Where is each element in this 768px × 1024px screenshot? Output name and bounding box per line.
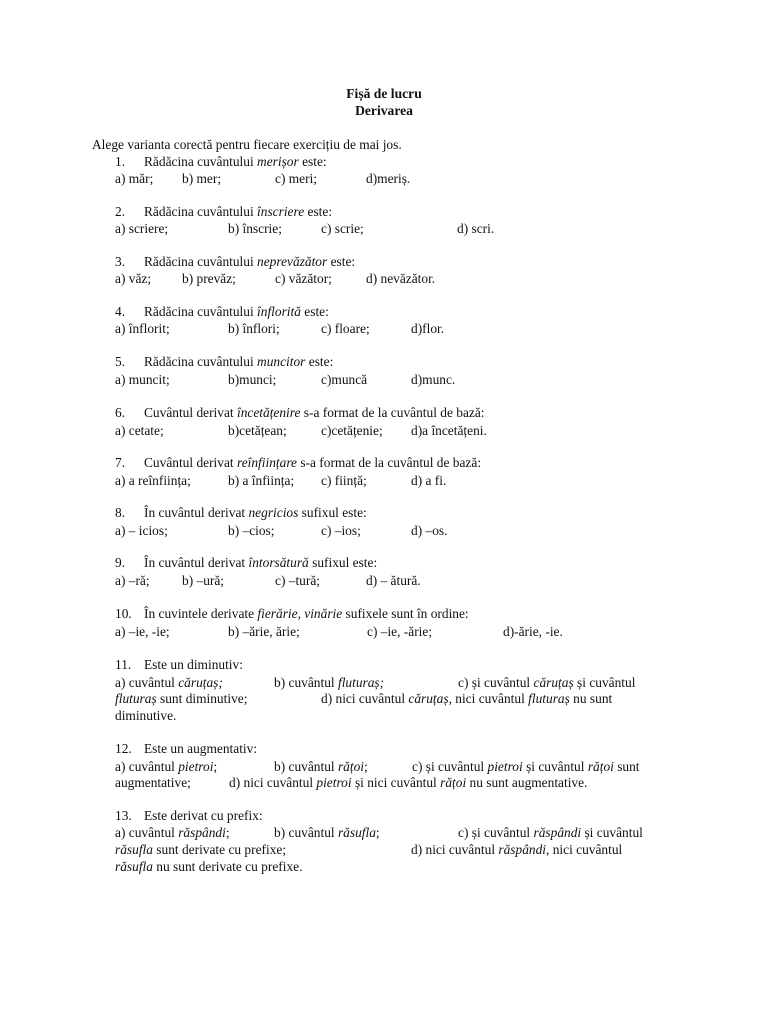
italic-word: merișor	[257, 154, 299, 169]
text-run: b) înscrie;	[228, 221, 282, 236]
answer-option	[115, 171, 153, 188]
question-text	[115, 606, 469, 623]
italic-word: fierărie, vinărie	[257, 606, 343, 621]
text-run: Rădăcina cuvântului	[144, 204, 258, 219]
text-run: În cuvântul derivat	[144, 505, 249, 520]
answer-option	[321, 691, 612, 708]
text-run: a) cetate;	[115, 423, 164, 438]
italic-word: reînființare	[236, 455, 297, 470]
text-run: ;	[364, 759, 368, 774]
text-run: b) –ură;	[182, 573, 225, 588]
text-run: c) și cuvântul	[412, 759, 488, 774]
text-run: și cuvântul	[522, 759, 588, 774]
text-run: d)munc.	[411, 372, 456, 387]
question-text	[115, 555, 377, 572]
answer-option	[274, 825, 380, 842]
text-run: d)meriș.	[366, 171, 411, 186]
question-text	[115, 657, 243, 674]
text-run: diminutive.	[115, 708, 177, 723]
text-run: este:	[298, 154, 327, 169]
text-run: este:	[327, 254, 356, 269]
text-run: În cuvântul derivat	[144, 555, 249, 570]
question-number: 9.	[115, 555, 126, 570]
text-run: b) a înființa;	[228, 473, 295, 488]
text-run: c) și cuvântul	[458, 675, 534, 690]
text-run: c)muncă	[321, 372, 368, 387]
text-run: c)cetățenie;	[321, 423, 383, 438]
answer-option	[115, 842, 286, 859]
question-number: 7.	[115, 455, 126, 470]
text-run: d) nici cuvântul	[321, 691, 409, 706]
italic-word: fluturaș	[115, 691, 157, 706]
question-text	[115, 304, 329, 321]
answer-option	[115, 691, 247, 708]
text-run: a) cuvântul	[115, 759, 179, 774]
answer-option	[457, 221, 494, 238]
italic-word: căruțaș	[533, 675, 574, 690]
answer-option	[321, 423, 383, 440]
answer-option	[274, 759, 368, 776]
answer-option	[411, 321, 444, 338]
text-run: d) a fi.	[411, 473, 447, 488]
question-text	[115, 741, 257, 758]
question-text	[115, 254, 355, 271]
text-run: a) înflorit;	[115, 321, 170, 336]
italic-word: neprevăzător	[257, 254, 328, 269]
italic-word: rățoi	[440, 775, 467, 790]
text-run: b)cetățean;	[228, 423, 287, 438]
answer-option	[411, 842, 622, 859]
italic-word: răsufla	[115, 859, 153, 874]
text-run: b) –cios;	[228, 523, 275, 538]
text-run: d) – ătură.	[366, 573, 421, 588]
text-run: și cuvântul	[581, 825, 643, 840]
question-text	[115, 154, 327, 171]
text-run: Rădăcina cuvântului	[144, 254, 258, 269]
answer-option	[228, 372, 276, 389]
text-run: a) muncit;	[115, 372, 170, 387]
text-run: a) cuvântul	[115, 675, 179, 690]
italic-word: negricios	[248, 505, 299, 520]
text-run: sufixul este:	[298, 505, 367, 520]
question-number: 13.	[115, 808, 132, 823]
text-run: s-a format de la cuvântul de bază:	[300, 405, 485, 420]
text-run: Este derivat cu prefix:	[144, 808, 263, 823]
answer-option	[228, 473, 294, 490]
answer-option	[115, 759, 217, 776]
text-run: ;	[225, 825, 230, 840]
italic-word: pietroi	[178, 759, 214, 774]
text-run: sufixul este:	[308, 555, 378, 570]
text-run: d)-ărie, -ie.	[503, 624, 563, 639]
text-run: Cuvântul derivat	[144, 405, 237, 420]
question-number: 10.	[115, 606, 132, 621]
italic-word: fluturaș	[528, 691, 570, 706]
italic-word: răspândi	[178, 825, 226, 840]
answer-option	[321, 523, 361, 540]
answer-option	[275, 271, 332, 288]
question-number: 4.	[115, 304, 126, 319]
answer-option	[182, 271, 236, 288]
answer-option	[115, 523, 168, 540]
answer-option	[115, 825, 230, 842]
text-run: b) cuvântul	[274, 675, 338, 690]
question-text	[115, 405, 485, 422]
text-run: d) scri.	[457, 221, 495, 236]
text-run: nu sunt derivate cu prefixe.	[152, 859, 303, 874]
italic-word: răsufla	[337, 825, 376, 840]
question-text	[115, 808, 263, 825]
text-run: c) scrie;	[321, 221, 364, 236]
answer-option	[115, 675, 223, 692]
text-run: Rădăcina cuvântului	[144, 304, 258, 319]
text-run: ;	[375, 825, 380, 840]
text-run: c) floare;	[321, 321, 370, 336]
text-run: ;	[213, 759, 218, 774]
text-run: b) mer;	[182, 171, 222, 186]
text-run: s-a format de la cuvântul de bază:	[297, 455, 482, 470]
text-run: c) –tură;	[275, 573, 320, 588]
text-run: sunt	[613, 759, 640, 774]
answer-option	[115, 708, 176, 725]
text-run: Rădăcina cuvântului	[144, 354, 258, 369]
answer-option	[275, 573, 320, 590]
answer-option	[115, 221, 168, 238]
text-run: sufixele sunt în ordine:	[342, 606, 469, 621]
italic-word: răspândi	[533, 825, 582, 840]
text-run: d)a încetățeni.	[411, 423, 487, 438]
question-text	[115, 204, 332, 221]
answer-option	[321, 221, 364, 238]
answer-option	[182, 171, 221, 188]
question-text	[115, 505, 367, 522]
question-number: 3.	[115, 254, 126, 269]
text-run: b) cuvântul	[274, 759, 338, 774]
answer-option	[115, 573, 150, 590]
answer-option	[367, 624, 432, 641]
italic-word: răspândi	[498, 842, 547, 857]
text-run: nici cuvântul	[451, 691, 529, 706]
answer-option	[115, 271, 151, 288]
text-run: b) cuvântul	[274, 825, 338, 840]
answer-option	[182, 573, 224, 590]
answer-option	[503, 624, 563, 641]
answer-option	[115, 473, 191, 490]
text-run: a) – icios;	[115, 523, 168, 538]
text-run: și cuvântul	[573, 675, 636, 690]
answer-option	[274, 675, 384, 692]
text-run: este:	[304, 204, 333, 219]
answer-option	[321, 473, 367, 490]
text-run: c) –ie, -ărie;	[367, 624, 433, 639]
question-number: 6.	[115, 405, 126, 420]
text-run: b) înflori;	[228, 321, 280, 336]
text-run: d) nici cuvântul	[411, 842, 499, 857]
answer-option	[228, 221, 282, 238]
text-run: și nici cuvântul	[351, 775, 441, 790]
text-run: a) –ie, -ie;	[115, 624, 170, 639]
answer-option	[115, 624, 170, 641]
text-run: a) cuvântul	[115, 825, 179, 840]
italic-word: întorsătură	[248, 555, 309, 570]
question-number: 8.	[115, 505, 126, 520]
text-run: sunt diminutive;	[156, 691, 248, 706]
text-run: c) –ios;	[321, 523, 361, 538]
text-run: În cuvintele derivate	[144, 606, 258, 621]
answer-option	[321, 321, 370, 338]
italic-word: căruțaș;	[178, 675, 223, 690]
text-run: d) nevăzător.	[366, 271, 436, 286]
page-title: Fișă de lucru	[346, 86, 422, 101]
italic-word: înflorită	[257, 304, 301, 319]
question-number: 1.	[115, 154, 126, 169]
answer-option	[366, 171, 410, 188]
answer-option	[115, 372, 170, 389]
text-run: a) scriere;	[115, 221, 169, 236]
answer-option	[228, 523, 275, 540]
question-number: 2.	[115, 204, 126, 219]
text-run: Rădăcina cuvântului	[144, 154, 258, 169]
italic-word: fluturaș;	[337, 675, 385, 690]
text-run: Este un augmentativ:	[144, 741, 258, 756]
question-text	[115, 455, 481, 472]
text-run: , nici cuvântul	[546, 842, 623, 857]
text-run: este:	[300, 304, 329, 319]
text-run: d) nici cuvântul	[229, 775, 317, 790]
answer-option	[228, 321, 280, 338]
answer-option	[458, 825, 643, 842]
text-run: a) văz;	[115, 271, 152, 286]
answer-option	[366, 271, 435, 288]
answer-option	[411, 372, 455, 389]
answer-option	[115, 859, 302, 876]
italic-word: încetățenire	[236, 405, 301, 420]
question-number: 5.	[115, 354, 126, 369]
answer-option	[275, 171, 317, 188]
answer-option	[411, 423, 487, 440]
answer-option	[115, 321, 170, 338]
italic-word: muncitor	[257, 354, 306, 369]
question-number: 12.	[115, 741, 132, 756]
text-run: este:	[305, 354, 334, 369]
answer-option	[411, 523, 447, 540]
answer-option	[115, 423, 164, 440]
italic-word: pietroi	[316, 775, 352, 790]
italic-word: răsufla	[115, 842, 153, 857]
text-run: nu sunt augmentative.	[466, 775, 588, 790]
italic-word: pietroi	[487, 759, 523, 774]
italic-word: rățoi	[337, 759, 365, 774]
italic-word: rățoi	[587, 759, 614, 774]
answer-option	[228, 423, 287, 440]
text-run: Este un diminutiv:	[144, 657, 243, 672]
text-run: d)flor.	[411, 321, 445, 336]
text-run: b) –ărie, ărie;	[228, 624, 300, 639]
answer-option	[321, 372, 367, 389]
text-run: c) și cuvântul	[458, 825, 534, 840]
answer-option	[366, 573, 421, 590]
text-run: nu sunt	[569, 691, 613, 706]
text-run: b)munci;	[228, 372, 277, 387]
instruction: Alege varianta corectă pentru fiecare exercițiu de mai jos.	[92, 137, 402, 152]
text-run: a) măr;	[115, 171, 154, 186]
text-run: Cuvântul derivat	[144, 455, 237, 470]
text-run: c) ființă;	[321, 473, 367, 488]
italic-word: înscriere	[257, 204, 305, 219]
question-number: 11.	[115, 657, 132, 672]
italic-word: căruțaș,	[408, 691, 452, 706]
text-run: b) prevăz;	[182, 271, 236, 286]
text-run: a) a reînființa;	[115, 473, 191, 488]
question-text	[115, 354, 333, 371]
answer-option	[458, 675, 635, 692]
text-run: c) meri;	[275, 171, 318, 186]
answer-option	[411, 473, 446, 490]
page-subtitle: Derivarea	[355, 103, 413, 118]
text-run: sunt derivate cu prefixe;	[152, 842, 287, 857]
answer-option	[229, 775, 587, 792]
text-run: d) –os.	[411, 523, 448, 538]
answer-option	[228, 624, 300, 641]
text-run: c) văzător;	[275, 271, 332, 286]
text-run: a) –ră;	[115, 573, 150, 588]
answer-option	[412, 759, 640, 776]
text-run: augmentative;	[115, 775, 191, 790]
answer-option	[115, 775, 191, 792]
